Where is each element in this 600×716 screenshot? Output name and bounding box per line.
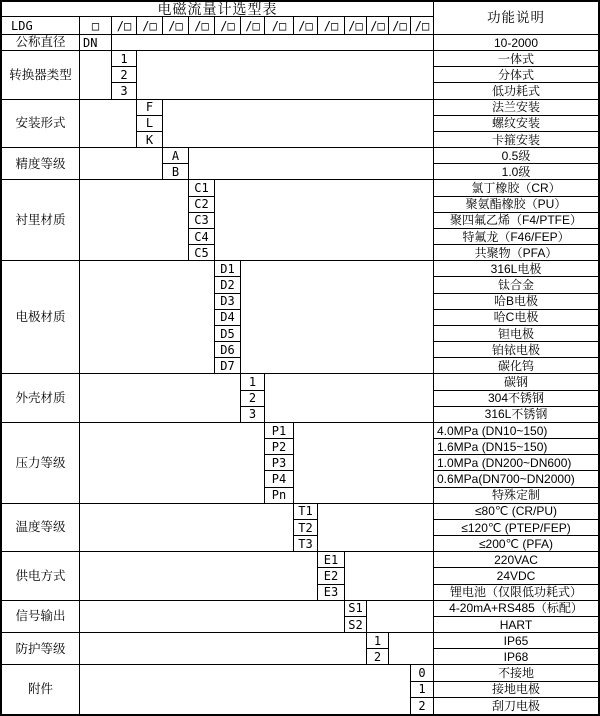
empty-cell — [345, 552, 434, 601]
category-label: 信号输出 — [2, 601, 80, 633]
category-label: 压力等级 — [2, 423, 80, 504]
category-label: 温度等级 — [2, 504, 80, 553]
empty-cell — [367, 601, 434, 633]
desc-cell: IP68 — [434, 649, 598, 665]
code-cell: D7 — [215, 358, 241, 374]
desc-cell: 刮刀电极 — [491, 698, 540, 713]
empty-cell — [241, 261, 434, 374]
desc-cell: 4-20mA+RS485（标配） — [434, 601, 598, 617]
desc-cell: 4.0MPa (DN10~150) — [434, 423, 598, 439]
empty-cell — [80, 148, 163, 180]
category-label: 公称直径 — [2, 35, 80, 51]
code-cell: C5 — [189, 245, 215, 261]
empty-cell — [80, 423, 265, 504]
desc-cell: ≤80℃ (CR/PU) — [434, 504, 598, 520]
desc-cell: 锂电池（仅限低功耗式） — [434, 585, 598, 601]
code-cell: 2 — [411, 698, 434, 714]
code-cell: 3 — [112, 83, 137, 99]
desc-cell: 0.5级 — [434, 148, 598, 164]
desc-cell: 钛合金 — [434, 277, 598, 293]
category-label: 外壳材质 — [2, 374, 80, 423]
desc-cell: 316L电极 — [434, 261, 598, 277]
code-cell: 0 — [411, 665, 434, 681]
code-cell: Pn — [265, 488, 294, 504]
desc-cell: 接地电极 — [434, 682, 598, 698]
desc-cell: 低功耗式 — [434, 83, 598, 99]
model-slot-cell: /□ — [241, 17, 265, 35]
desc-cell: 氯丁橡胶（CR） — [434, 180, 598, 196]
code-cell: 3 — [241, 407, 265, 423]
code-cell: F — [137, 100, 163, 116]
code-cell: D4 — [215, 310, 241, 326]
function-description-header: 功能说明 — [434, 2, 598, 35]
model-slot-cell: /□ — [345, 17, 367, 35]
desc-cell: 聚氨酯橡胶（PU） — [434, 197, 598, 213]
empty-cell — [265, 374, 434, 423]
model-slot-cell: /□ — [389, 17, 411, 35]
code-cell: A — [163, 148, 189, 164]
code-cell: E3 — [318, 585, 345, 601]
desc-cell: 钽电极 — [434, 326, 598, 342]
desc-cell: HART — [434, 617, 598, 633]
empty-cell — [80, 633, 367, 665]
code-cell: 1 — [367, 633, 389, 649]
desc-cell: 卡箍安装 — [434, 132, 598, 148]
code-cell: 2 — [241, 391, 265, 407]
model-slot-cell: /□ — [411, 17, 434, 35]
desc-cell: 316L不锈钢 — [434, 407, 598, 423]
code-cell: D3 — [215, 294, 241, 310]
model-slot-cell: /□ — [189, 17, 215, 35]
code-cell: T1 — [294, 504, 318, 520]
desc-cell: 1.6MPa (DN15~150) — [434, 439, 598, 455]
code-cell: P1 — [265, 423, 294, 439]
desc-cell: 法兰安装 — [434, 100, 598, 116]
desc-cell: 碳钢 — [434, 374, 598, 390]
desc-cell: 不接地 — [434, 665, 598, 681]
code-cell: B — [163, 164, 189, 180]
empty-cell — [163, 100, 434, 149]
empty-cell — [137, 51, 434, 100]
desc-cell: 1.0MPa (DN200~DN600) — [434, 455, 598, 471]
code-cell: P4 — [265, 471, 294, 487]
code-cell: C3 — [189, 213, 215, 229]
desc-cell: 220VAC — [434, 552, 598, 568]
empty-cell — [80, 261, 215, 374]
code-cell: 1 — [411, 682, 434, 698]
desc-cell: 304不锈钢 — [434, 391, 598, 407]
code-cell: E1 — [318, 552, 345, 568]
desc-cell: 分体式 — [434, 67, 598, 83]
desc-cell: 1.0级 — [434, 164, 598, 180]
desc-cell: 24VDC — [434, 568, 598, 584]
table-title: 电磁流量计选型表 — [2, 2, 434, 17]
empty-cell — [389, 633, 434, 665]
desc-cell: 聚四氟乙烯（F4/PTFE） — [434, 213, 598, 229]
model-slot-cell: /□ — [265, 17, 294, 35]
code-cell: C2 — [189, 197, 215, 213]
model-box-cell: □ — [80, 17, 112, 35]
code-cell: 1 — [241, 374, 265, 390]
code-cell: S1 — [345, 601, 367, 617]
model-slot-cell: /□ — [294, 17, 318, 35]
desc-cell: ≤120℃ (PTEP/FEP) — [434, 520, 598, 536]
model-prefix: LDG — [2, 17, 80, 35]
empty-cell — [80, 180, 189, 261]
model-slot-cell: /□ — [112, 17, 137, 35]
code-cell: E2 — [318, 568, 345, 584]
code-cell: D2 — [215, 277, 241, 293]
code-cell: T3 — [294, 536, 318, 552]
desc-cell: 一体式 — [434, 51, 598, 67]
category-label: 防护等级 — [2, 633, 80, 665]
empty-cell — [189, 148, 434, 180]
category-label: 电极材质 — [2, 261, 80, 374]
model-slot-cell: /□ — [163, 17, 189, 35]
desc-cell: 碳化钨 — [434, 358, 598, 374]
empty-cell — [294, 423, 434, 504]
code-cell: D1 — [215, 261, 241, 277]
category-label: 衬里材质 — [2, 180, 80, 261]
code-cell: D5 — [215, 326, 241, 342]
desc-cell: 共聚物（PFA） — [434, 245, 598, 261]
desc-cell: 10-2000 — [434, 35, 598, 51]
code-cell: L — [137, 116, 163, 132]
empty-cell — [80, 552, 318, 601]
empty-cell — [80, 504, 294, 553]
desc-cell: 特氟龙（F46/FEP） — [434, 229, 598, 245]
category-label: 安装形式 — [2, 100, 80, 149]
category-label: 精度等级 — [2, 148, 80, 180]
code-cell: K — [137, 132, 163, 148]
empty-cell — [80, 100, 137, 149]
code-cell: D6 — [215, 342, 241, 358]
empty-cell — [80, 51, 112, 100]
category-label: 附件 — [2, 665, 80, 714]
code-cell: DN — [80, 35, 112, 51]
desc-cell: 螺纹安装 — [434, 116, 598, 132]
empty-cell — [80, 374, 241, 423]
model-slot-cell: /□ — [137, 17, 163, 35]
model-slot-cell: /□ — [367, 17, 389, 35]
model-slot-cell: /□ — [215, 17, 241, 35]
code-cell: S2 — [345, 617, 367, 633]
code-cell: C4 — [189, 229, 215, 245]
desc-cell: 哈B电极 — [434, 294, 598, 310]
desc-cell: 哈C电极 — [434, 310, 598, 326]
code-cell: P3 — [265, 455, 294, 471]
desc-cell: 0.6MPa(DN700~DN2000) — [434, 471, 598, 487]
empty-cell — [112, 35, 434, 51]
desc-cell: 特殊定制 — [434, 488, 598, 504]
code-cell: 1 — [112, 51, 137, 67]
empty-cell — [80, 601, 345, 633]
empty-cell — [318, 504, 434, 553]
model-slot-cell: /□ — [318, 17, 345, 35]
category-label: 供电方式 — [2, 552, 80, 601]
code-cell: 2 — [112, 67, 137, 83]
code-cell: T2 — [294, 520, 318, 536]
code-cell: C1 — [189, 180, 215, 196]
empty-cell — [215, 180, 434, 261]
category-label: 转换器类型 — [2, 51, 80, 100]
desc-cell: ≤200℃ (PFA) — [434, 536, 598, 552]
desc-cell: IP65 — [434, 633, 598, 649]
code-cell: 2 — [367, 649, 389, 665]
empty-cell — [80, 665, 411, 714]
desc-cell: 铂铱电极 — [434, 342, 598, 358]
code-cell: P2 — [265, 439, 294, 455]
